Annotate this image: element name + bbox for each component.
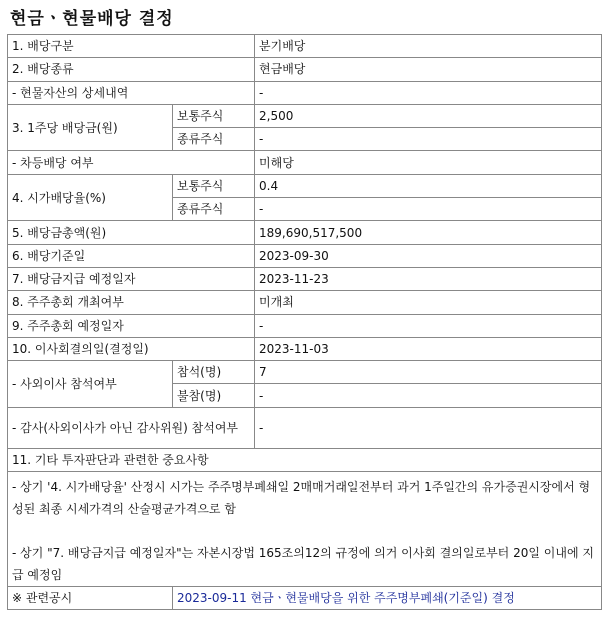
table-row: [8, 407, 602, 448]
row-sublabel: 보통주식: [173, 104, 255, 127]
row-label: - 현물자산의 상세내역: [8, 81, 255, 104]
row-value: -: [255, 407, 602, 448]
row-value: -: [255, 198, 602, 221]
note-text: [8, 472, 602, 587]
row-value: 2023-11-03: [255, 337, 602, 360]
section-label: 11. 기타 투자판단과 관련한 중요사항: [8, 448, 602, 471]
row-sublabel: 종류주식: [173, 128, 255, 151]
row-label: 8. 주주총회 개최여부: [8, 291, 255, 314]
row-label: 6. 배당기준일: [8, 244, 255, 267]
row-value: 7: [255, 361, 602, 384]
row-label: 2. 배당종류: [8, 58, 255, 81]
row-sublabel: 종류주식: [173, 198, 255, 221]
related-link[interactable]: 2023-09-11 현금ㆍ현물배당을 위한 주주명부폐쇄(기준일) 결정: [173, 587, 602, 610]
row-value: -: [255, 314, 602, 337]
note-2: - 상기 "7. 배당금지급 예정일자"는 자본시장법 165조의12의 규정에 의거 이사회 결의일로부터 20일 이내에 지급 예정임: [12, 546, 594, 583]
row-value: -: [255, 384, 602, 407]
table-row: [8, 221, 602, 244]
row-value: -: [255, 128, 602, 151]
table-row: [8, 267, 602, 290]
table-row: [8, 361, 602, 384]
table-row: [8, 35, 602, 58]
related-label: ※ 관련공시: [8, 587, 173, 610]
row-sublabel: 참석(명): [173, 361, 255, 384]
row-value: 분기배당: [255, 35, 602, 58]
row-value: 현금배당: [255, 58, 602, 81]
row-value: 미해당: [255, 151, 602, 174]
row-label: 9. 주주총회 예정일자: [8, 314, 255, 337]
table-row: [8, 314, 602, 337]
row-value: 2023-11-23: [255, 267, 602, 290]
table-row: [8, 174, 602, 197]
row-label: 5. 배당금총액(원): [8, 221, 255, 244]
row-label: - 사외이사 참석여부: [8, 361, 173, 408]
row-value: 미개최: [255, 291, 602, 314]
table-row: [8, 58, 602, 81]
table-row: [8, 448, 602, 471]
table-row: [8, 104, 602, 127]
table-row: [8, 244, 602, 267]
row-value: -: [255, 81, 602, 104]
row-label: 1. 배당구분: [8, 35, 255, 58]
table-row: [8, 587, 602, 610]
row-label: 7. 배당금지급 예정일자: [8, 267, 255, 290]
page-title: 현금ㆍ현물배당 결정: [10, 9, 174, 29]
row-value: 0.4: [255, 174, 602, 197]
row-value: 189,690,517,500: [255, 221, 602, 244]
row-label: - 감사(사외이사가 아닌 감사위원) 참석여부: [8, 407, 255, 448]
disclosure-table: [7, 34, 602, 610]
row-label: - 차등배당 여부: [8, 151, 255, 174]
table-row: [8, 472, 602, 587]
table-row: [8, 291, 602, 314]
row-value: 2,500: [255, 104, 602, 127]
row-sublabel: 불참(명): [173, 384, 255, 407]
table-row: [8, 337, 602, 360]
table-row: [8, 81, 602, 104]
table-row: [8, 151, 602, 174]
note-1: - 상기 '4. 시가배당율' 산정시 시가는 주주명부폐쇄일 2매매거래일전부터 과거 1주일간의 유가증권시장에서 형성된 최종 시세가격의 산술평균가격으로 함: [12, 480, 591, 517]
row-value: 2023-09-30: [255, 244, 602, 267]
row-label: 4. 시가배당율(%): [8, 174, 173, 221]
row-sublabel: 보통주식: [173, 174, 255, 197]
row-label: 10. 이사회결의일(결정일): [8, 337, 255, 360]
row-label: 3. 1주당 배당금(원): [8, 104, 173, 151]
